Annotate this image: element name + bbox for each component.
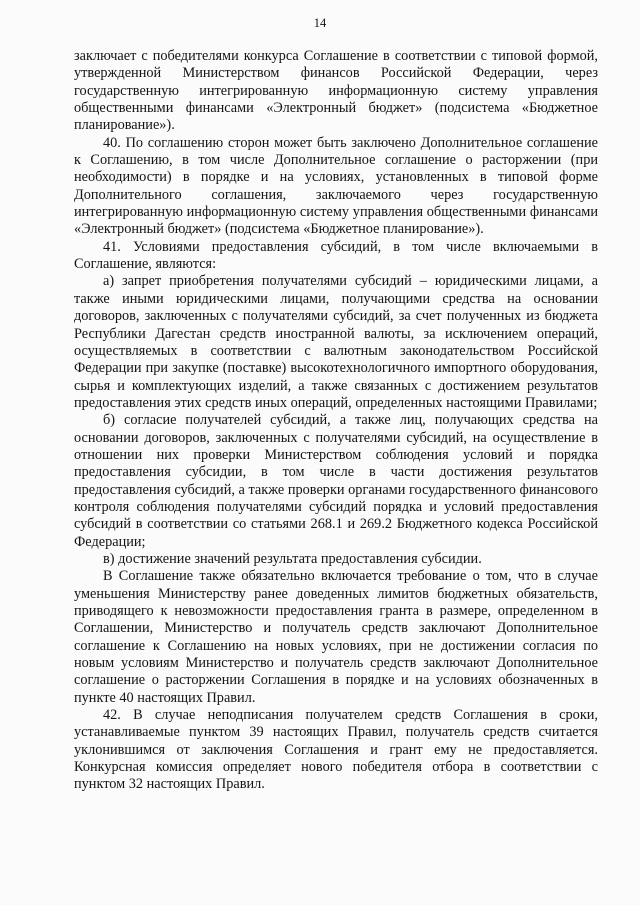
paragraph-item-41: 41. Условиями предоставления субсидий, в том числе включаемыми в Соглашение, являются:	[74, 238, 598, 273]
subparagraph-v: в) достижение значений результата предоставления субсидии.	[103, 550, 482, 567]
page-number: 14	[313, 16, 327, 30]
paragraph-item-42: 42. В случае неподписания получателем средств Соглашения в сроки, устанавливаемые пунктом 39 настоящих Правил, получатель средств считается уклонившимся от заключения Соглашения и грант ему не предоставляется. Конкурсная комиссия определяет нового победителя отбора в соответствии с пунктом 32 настоящих Правил.	[74, 707, 598, 793]
subparagraph-b: б) согласие получателей субсидий, а также лиц, получающих средства на основании договоров, заключенных с получателями субсидий, на осуществление в отношении них проверки Министерством соблюдения условий и порядка предоставления субсидии, в том числе в части достижения результатов предоставления субсидий, а также проверки органами государственного финансового контроля соблюдения получателями субсидий порядка и условий предоставления субсидий в соответствии со статьями 268.1 и 269.2 Бюджетного кодекса Российской Федерации;	[74, 412, 598, 550]
subparagraph-a: а) запрет приобретения получателями субсидий – юридическими лицами, а также иными юридическими лицами, получающими средства на основании договоров, заключенных с получателями субсидий, за счет полученных из бюджета Республики Дагестан средств иностранной валюты, за исключением операций, осуществляемых в соответствии с валютным законодательством Российской Федерации при закупке (поставке) высокотехнологичного импортного оборудования, сырья и комплектующих изделий, а также связанных с достижением результатов предоставления этих средств иных операций, определенных настоящими Правилами;	[74, 273, 598, 411]
paragraph-continuation: заключает с победителями конкурса Соглашение в соответствии с типовой формой, утвержденной Министерством финансов Российской Федерации, через государственную интегрированную информационную систему управления общественными финансами «Электронный бюджет» (подсистема «Бюджетное планирование»).	[74, 48, 598, 134]
document-body	[74, 48, 598, 794]
paragraph-item-40: 40. По соглашению сторон может быть заключено Дополнительное соглашение к Соглашению, в том числе Дополнительное соглашение о расторжении (при необходимости) в порядке и на условиях, установленных в типовой форме Дополнительного соглашения, заключаемого через государственную интегрированную информационную систему управления общественными финансами «Электронный бюджет» (подсистема «Бюджетное планирование»).	[74, 134, 598, 238]
paragraph-agreement-requirement: В Соглашение также обязательно включается требование о том, что в случае уменьшения Министерству ранее доведенных лимитов бюджетных обязательств, приводящего к невозможности предоставления гранта в размере, определенном в Соглашении, Министерство и получатель средств заключают Дополнительное соглашение к Соглашению на новых условиях, при не достижении согласия по новым условиям Министерство и получатель средств заключают Дополнительное соглашение о расторжении Соглашения в порядке и на условиях обозначенных в пункте 40 настоящих Правил.	[74, 568, 598, 706]
